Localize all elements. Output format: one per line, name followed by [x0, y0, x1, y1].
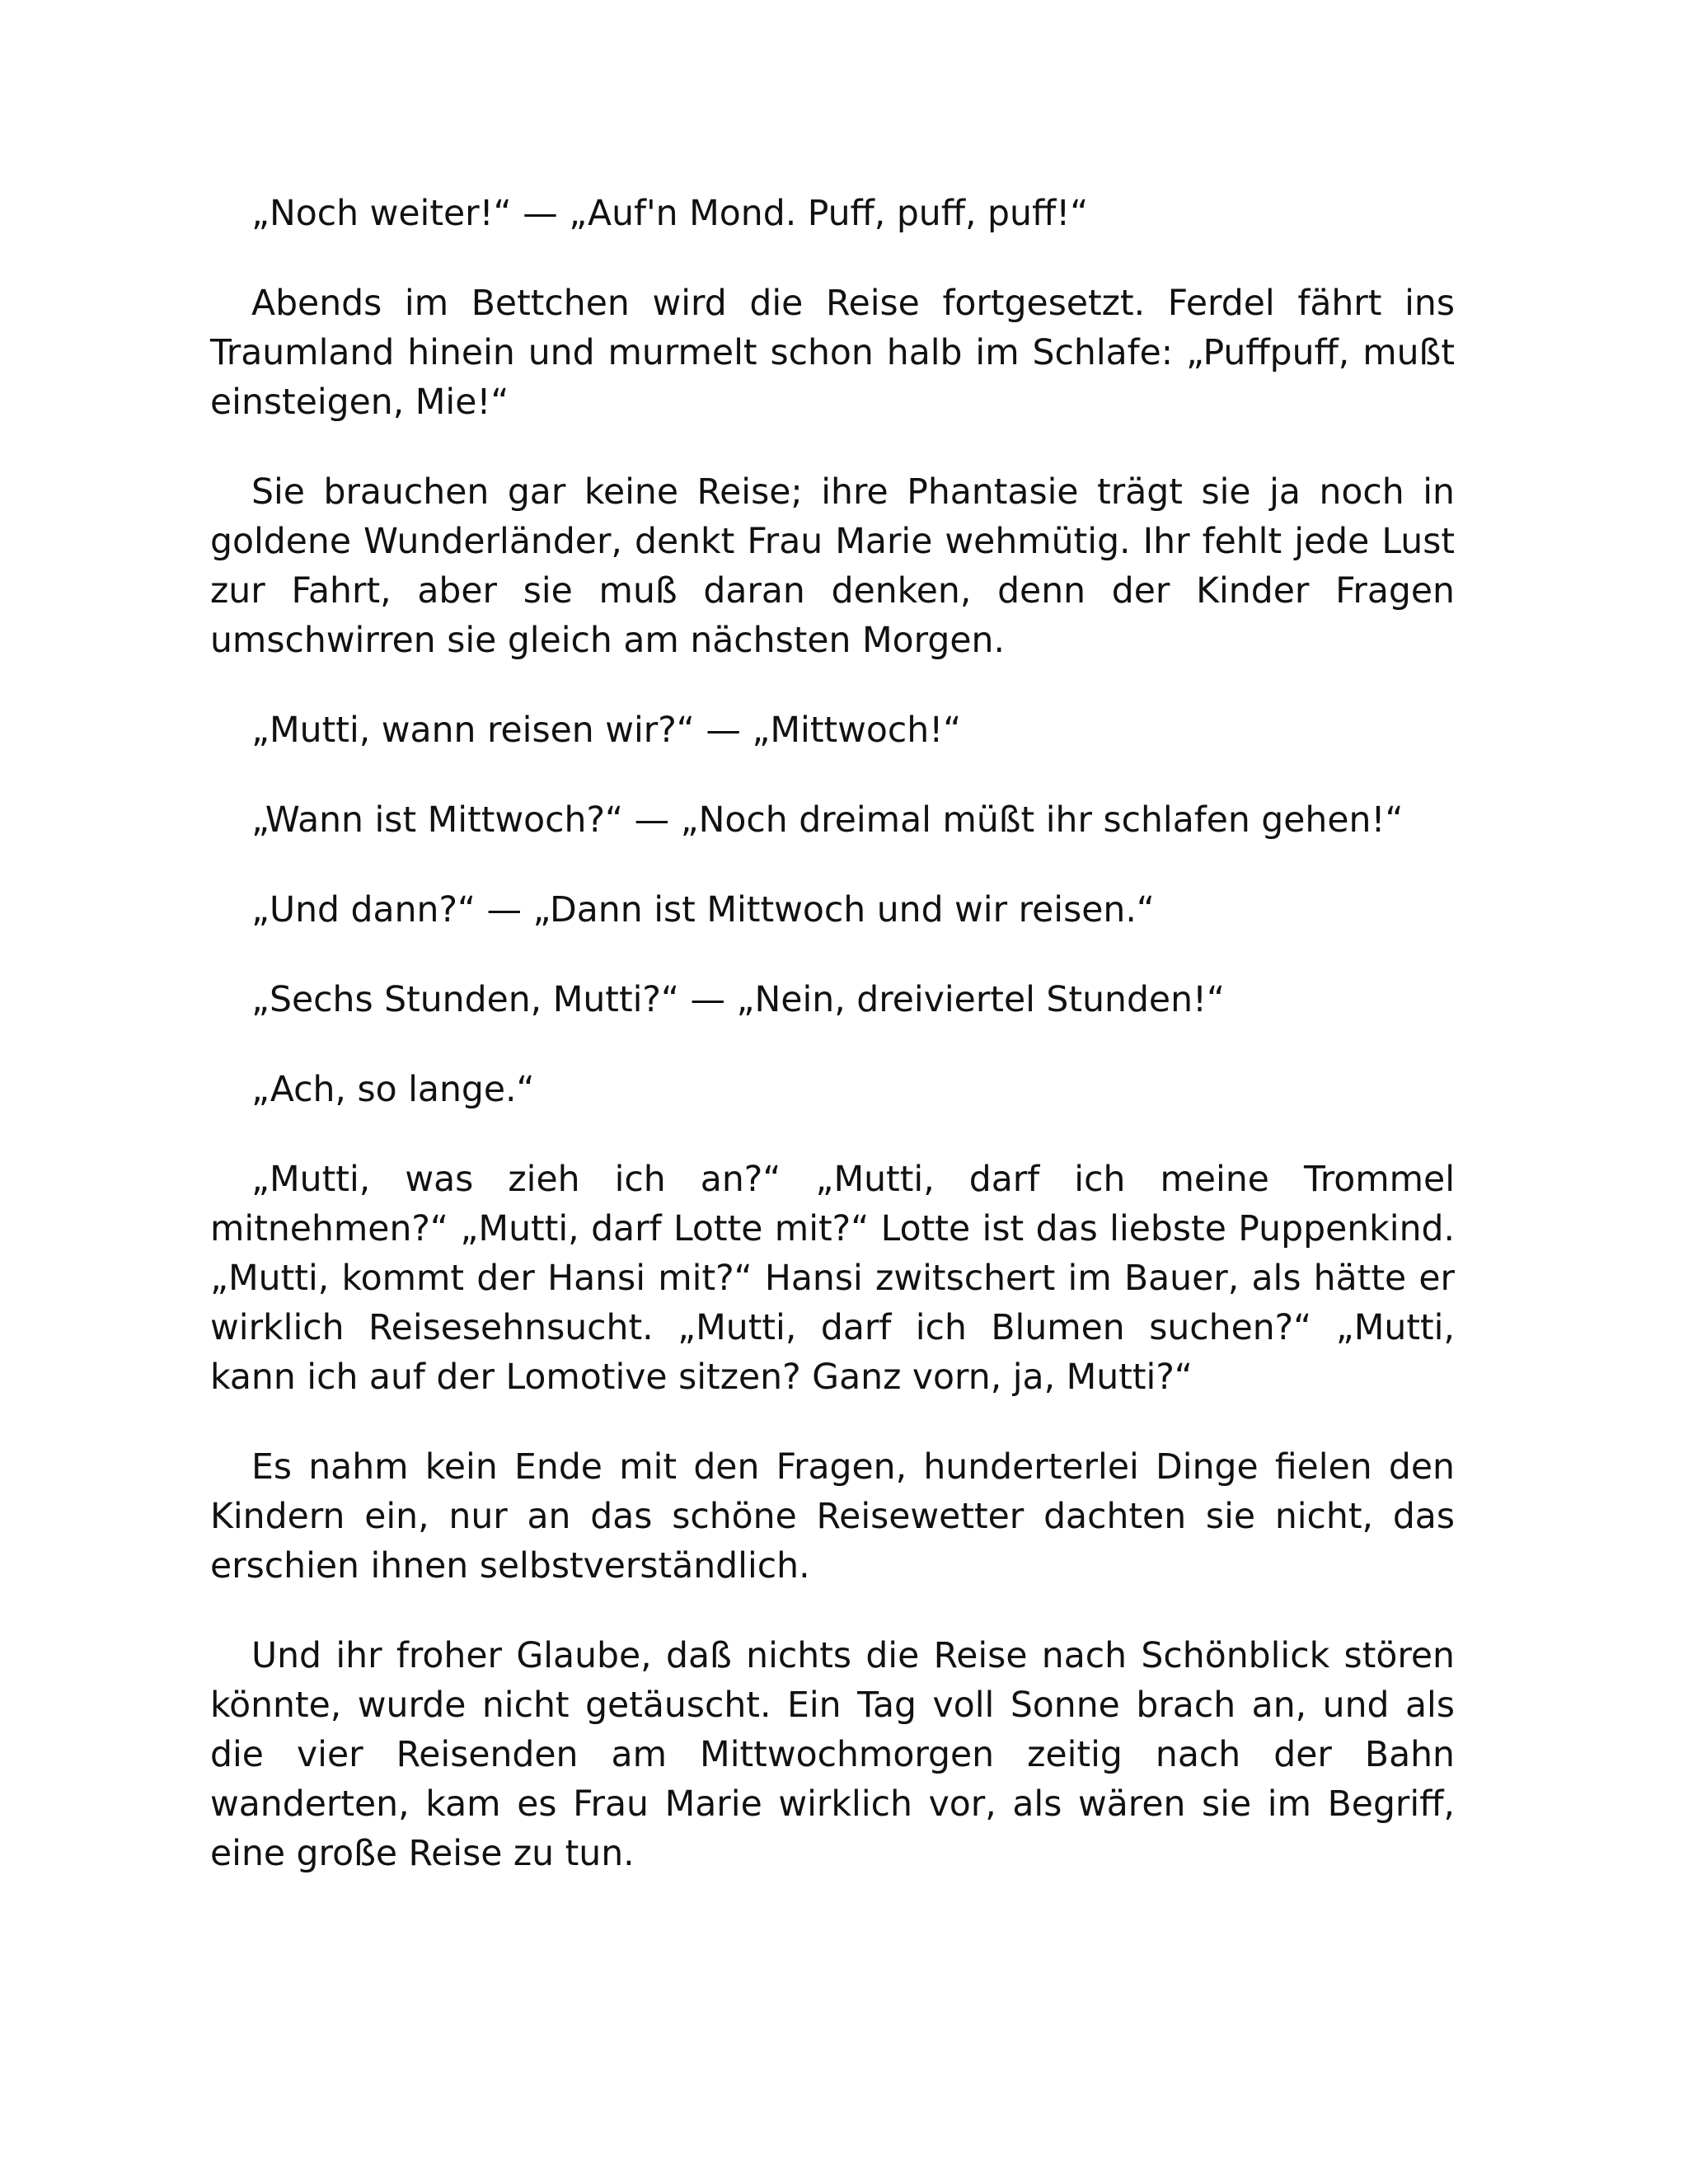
- paragraph-4: „Mutti, wann reisen wir?“ — „Mittwoch!“: [251, 710, 962, 751]
- paragraph-11: Und ihr froher Glaube, daß nichts die Reise nach Schönblick stören könnte, wurde nicht getäuscht. Ein Tag voll Sonne brach an, und als die vier Reisenden am Mittwochmorgen zeitig nach der Bahn wanderten, kam es Frau Marie wirklich vor, als wären sie im Begriff, eine große Reise zu tun.: [210, 1636, 1455, 1874]
- paragraph-2: Abends im Bettchen wird die Reise fortgesetzt. Ferdel fährt ins Traumland hinein und murmelt schon halb im Schlafe: „Puffpuff, mußt einsteigen, Mie!“: [210, 284, 1455, 423]
- paragraph-7: „Sechs Stunden, Mutti?“ — „Nein, dreiviertel Stunden!“: [251, 980, 1226, 1020]
- paragraph-1: „Noch weiter!“ — „Auf'n Mond. Puff, puff, puff!“: [251, 194, 1089, 234]
- document-page: [210, 190, 1455, 1879]
- paragraph-9: „Mutti, was zieh ich an?“ „Mutti, darf ich meine Trommel mitnehmen?“ „Mutti, darf Lotte mit?“ Lotte ist das liebste Puppenkind. „Mutti, kommt der Hansi mit?“ Hansi zwitschert im Bauer, als hätte er wirklich Reisesehnsucht. „Mutti, darf ich Blumen suchen?“ „Mutti, kann ich auf der Lomotive sitzen? Ganz vorn, ja, Mutti?“: [210, 1160, 1455, 1398]
- paragraph-3: Sie brauchen gar keine Reise; ihre Phantasie trägt sie ja noch in goldene Wunderländer, denkt Frau Marie wehmütig. Ihr fehlt jede Lust zur Fahrt, aber sie muß daran denken, denn der Kinder Fragen umschwirren sie gleich am nächsten Morgen.: [210, 472, 1455, 661]
- paragraph-5: „Wann ist Mittwoch?“ — „Noch dreimal müßt ihr schlafen gehen!“: [251, 800, 1404, 841]
- paragraph-10: Es nahm kein Ende mit den Fragen, hunderterlei Dinge fielen den Kindern ein, nur an das schöne Reisewetter dachten sie nicht, das erschien ihnen selbstverständlich.: [210, 1447, 1455, 1586]
- paragraph-8: „Ach, so lange.“: [251, 1070, 535, 1110]
- paragraph-6: „Und dann?“ — „Dann ist Mittwoch und wir reisen.“: [251, 890, 1155, 930]
